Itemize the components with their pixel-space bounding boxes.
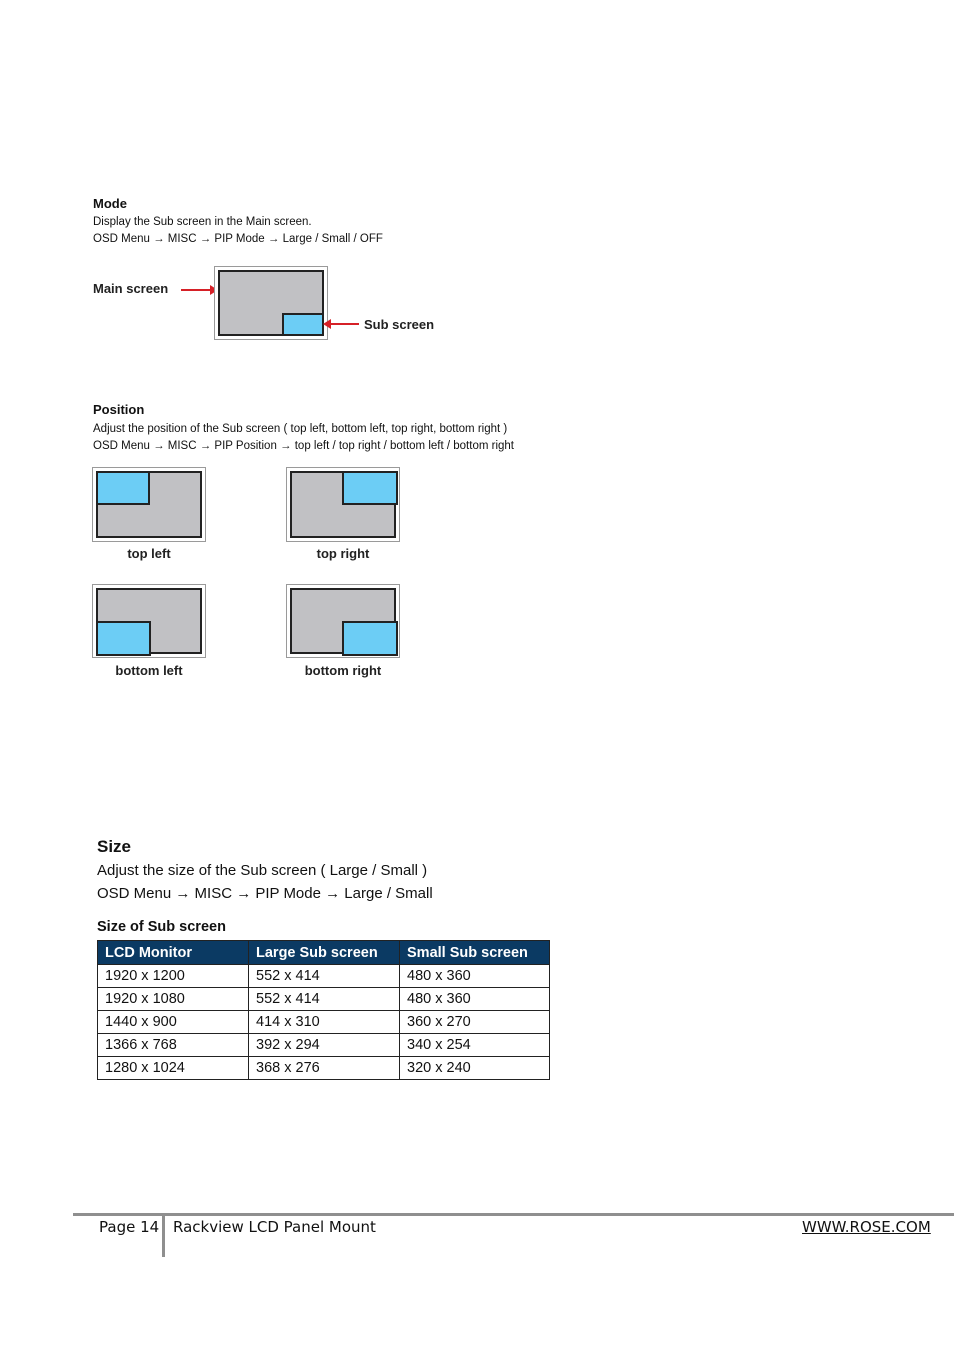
table-cell: 368 x 276 bbox=[249, 1057, 400, 1080]
size-osd-path: OSD Menu → MISC → PIP Mode → Large / Small bbox=[97, 885, 433, 902]
diagram-top-left bbox=[92, 467, 206, 542]
main-screen-label: Main screen bbox=[93, 281, 169, 296]
diagram-top-right bbox=[286, 467, 400, 542]
table-cell: 552 x 414 bbox=[249, 965, 400, 988]
footer-divider bbox=[73, 1213, 954, 1216]
size-table-caption: Size of Sub screen bbox=[97, 919, 226, 935]
diagram-label-top-right: top right bbox=[316, 546, 370, 561]
sub-screen-arrow bbox=[330, 323, 359, 325]
table-cell: 1920 x 1200 bbox=[98, 965, 249, 988]
size-description: Adjust the size of the Sub screen ( Large / Small ) bbox=[97, 862, 428, 879]
product-name: Rackview LCD Panel Mount bbox=[173, 1218, 376, 1236]
footer-vertical-divider bbox=[162, 1213, 165, 1257]
table-header-row bbox=[98, 941, 550, 965]
table-row bbox=[98, 1011, 550, 1034]
table-cell: 320 x 240 bbox=[400, 1057, 550, 1080]
table-cell: 552 x 414 bbox=[249, 988, 400, 1011]
sub-screen bbox=[96, 471, 150, 505]
table-cell: 1920 x 1080 bbox=[98, 988, 249, 1011]
table-row bbox=[98, 1034, 550, 1057]
page-number: Page 14 bbox=[99, 1218, 160, 1236]
mode-description: Display the Sub screen in the Main screen. bbox=[93, 216, 312, 228]
mode-title: Mode bbox=[93, 196, 127, 211]
table-cell: 414 x 310 bbox=[249, 1011, 400, 1034]
diagram-label-bottom-right: bottom right bbox=[304, 663, 382, 678]
table-cell: 360 x 270 bbox=[400, 1011, 550, 1034]
diagram-label-bottom-left: bottom left bbox=[115, 663, 183, 678]
column-header: Large Sub screen bbox=[249, 941, 400, 965]
table-cell: 1366 x 768 bbox=[98, 1034, 249, 1057]
table-cell: 1280 x 1024 bbox=[98, 1057, 249, 1080]
table-cell: 1440 x 900 bbox=[98, 1011, 249, 1034]
table-row bbox=[98, 988, 550, 1011]
position-osd-path: OSD Menu → MISC → PIP Position → top left / top right / bottom left / bottom right bbox=[93, 440, 514, 452]
table-cell: 392 x 294 bbox=[249, 1034, 400, 1057]
main-screen-arrow bbox=[181, 289, 211, 291]
sub-screen bbox=[96, 621, 151, 656]
diagram-bottom-left bbox=[92, 584, 206, 658]
column-header: Small Sub screen bbox=[400, 941, 550, 965]
table-row bbox=[98, 965, 550, 988]
diagram-label-top-left: top left bbox=[127, 546, 171, 561]
sub-screen-size-table bbox=[97, 940, 550, 1080]
website-link[interactable]: WWW.ROSE.COM bbox=[802, 1218, 931, 1236]
mode-osd-path: OSD Menu → MISC → PIP Mode → Large / Small / OFF bbox=[93, 233, 383, 245]
mode-diagram bbox=[214, 266, 328, 340]
sub-screen bbox=[282, 313, 324, 336]
position-description: Adjust the position of the Sub screen ( top left, bottom left, top right, bottom right ) bbox=[93, 423, 508, 435]
table-row bbox=[98, 1057, 550, 1080]
diagram-bottom-right bbox=[286, 584, 400, 658]
sub-screen-label: Sub screen bbox=[364, 317, 435, 332]
sub-screen bbox=[342, 471, 398, 505]
table-cell: 340 x 254 bbox=[400, 1034, 550, 1057]
size-title: Size bbox=[97, 837, 132, 856]
table-cell: 480 x 360 bbox=[400, 988, 550, 1011]
table-cell: 480 x 360 bbox=[400, 965, 550, 988]
position-title: Position bbox=[93, 402, 145, 417]
sub-screen bbox=[342, 621, 398, 656]
column-header: LCD Monitor bbox=[98, 941, 249, 965]
